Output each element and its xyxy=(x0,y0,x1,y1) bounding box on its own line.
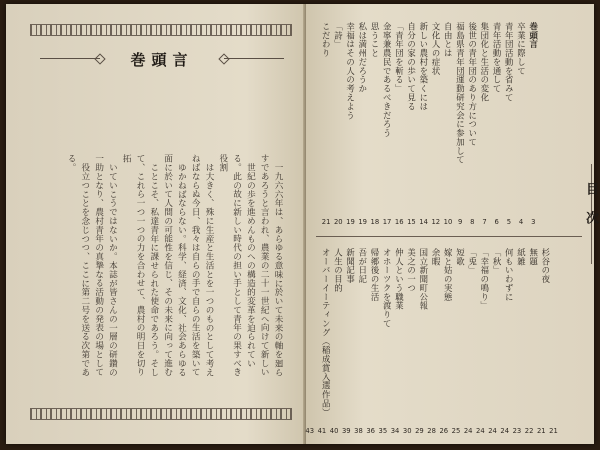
toc-entry: 仲人という職業 xyxy=(394,248,405,311)
toc-entry: 自分の家の歩いて見る xyxy=(406,22,417,111)
toc-page-number: 25 xyxy=(451,427,461,435)
foreword-body xyxy=(46,154,284,384)
toc-entry: 集団化と生活の変化 xyxy=(479,22,490,103)
toc-entry: オーバーイーティング（稲成賞入選作品） xyxy=(321,248,332,417)
toc-page-number: 30 xyxy=(402,427,412,435)
toc-entry: 「詩」 xyxy=(333,22,344,49)
toc-entry: オホーツクを渡りて xyxy=(382,248,393,329)
toc-page-number: 19 xyxy=(358,218,367,226)
toc-page-number: 40 xyxy=(329,427,339,435)
toc-entry: 文化人の症状 xyxy=(431,22,442,76)
toc-lower-block xyxy=(320,248,552,417)
toc-entry: 帰郷後の生活 xyxy=(370,248,381,302)
top-ornament-border xyxy=(30,24,292,36)
toc-entry: 後世の青年団のあり方について xyxy=(467,22,478,147)
toc-page-number: 21 xyxy=(536,427,546,435)
toc-entry: 杉谷の夜 xyxy=(540,248,551,284)
toc-upper-page-numbers xyxy=(320,218,539,230)
toc-page-number: 8 xyxy=(470,218,475,226)
foreword-paragraph: ゆかねばならない。科学、経済、文化、社会あらゆる面に於いて人間の可能性を信じ、その未来に向って進む xyxy=(162,154,187,377)
toc-page-number: 38 xyxy=(354,427,363,435)
toc-entry: 余暇 xyxy=(431,248,442,266)
toc-entry: 「秋」 xyxy=(492,248,503,275)
foreword-paragraph: ことこそ、私達青年に課せられた使命であろう。そして、これら一つ一つの力を合わせて、農村の明日を切り拓 xyxy=(121,154,159,377)
toc-entry: 青年活動を通して xyxy=(492,22,503,94)
toc-page-number: 21 xyxy=(321,218,331,226)
foreword-paragraph: は大きく、殊に生産と生活とを一つのものとして考えねばならぬ今日、我々は自らの手で自らの生活を築いて xyxy=(190,154,215,377)
toc-page-number: 24 xyxy=(500,427,510,435)
title-box xyxy=(40,46,284,72)
toc-page-number: 24 xyxy=(476,427,485,435)
toc-page-number: 20 xyxy=(333,218,343,226)
book-spread xyxy=(6,4,598,444)
toc-entry: 福島県青年団運動研究会に参加して xyxy=(455,22,466,165)
toc-page-number: 6 xyxy=(494,218,499,226)
toc-entry: 幸福はその人の考えよう xyxy=(345,22,356,120)
toc-page-number: 39 xyxy=(341,427,351,435)
title-ornament-left xyxy=(40,58,100,59)
toc-entry: 「青年団を斬る」 xyxy=(394,22,405,94)
toc-page-number: 43 xyxy=(305,427,315,435)
toc-entry: 美之の一つ xyxy=(406,248,417,293)
toc-page-number: 9 xyxy=(457,218,463,226)
toc-entry: 国立新聞町公報 xyxy=(418,248,429,311)
toc-lower-page-numbers xyxy=(304,427,560,439)
toc-page-number: 23 xyxy=(512,427,522,435)
toc-page-number: 24 xyxy=(463,427,473,435)
toc-page-number: 35 xyxy=(378,427,388,435)
toc-page-number: 36 xyxy=(366,427,375,435)
toc-page-number: 12 xyxy=(431,218,441,226)
foreword-paragraph: いていこうではないか。本誌が皆さんの一層の研鑽の一助となり、農村青年の真摯なる活動の発表の場として xyxy=(93,154,118,377)
toc-page-number: 34 xyxy=(390,427,400,435)
foreword-paragraph: 役立つことを念じつつ、ここに第二号を送る次第である。 xyxy=(66,154,90,377)
toc-entry: 新聞記事 xyxy=(345,248,356,284)
toc-page-number: 16 xyxy=(394,218,404,226)
foreword-paragraph: 一九六六年は、あらゆる意味に於いて未来の軸を廻らすであろうと言われ、農業の二十一世紀へ向けて新しい xyxy=(259,154,283,377)
title-ornament-right xyxy=(224,58,284,59)
foreword-title: 巻頭言 xyxy=(130,50,194,69)
foreword-paragraph: 世紀の歩を進めんものへの構造的変革を迫られている。此の故に新しい時代の担い手として青年の果すべき役割 xyxy=(217,154,256,377)
toc-page-number: 18 xyxy=(370,218,380,226)
toc-page-number: 5 xyxy=(506,218,512,226)
toc-entry: 自由とは xyxy=(443,22,454,58)
toc-entry: 思うこと xyxy=(370,22,381,58)
toc-page-number: 15 xyxy=(407,218,416,226)
toc-entry: 紙雑 xyxy=(516,248,527,266)
toc-upper-block xyxy=(320,22,540,165)
toc-entry: 巻頭言 xyxy=(528,22,539,49)
toc-page-number: 28 xyxy=(427,427,436,435)
toc-page-number: 22 xyxy=(524,427,534,435)
toc-entry: 「兎」 xyxy=(467,248,478,275)
toc-entry: 私は満州だろうか xyxy=(357,22,368,94)
toc-entry: 「幸福の鳴り」 xyxy=(479,248,490,311)
right-page xyxy=(305,4,598,444)
toc-entry: 何もいわずに xyxy=(504,248,515,302)
toc-page-number: 24 xyxy=(488,427,497,435)
toc-entry: 吾が日記 xyxy=(357,248,368,284)
toc-entry: 嫁と姑の実態 xyxy=(443,248,454,302)
toc-page-number: 21 xyxy=(549,427,558,435)
bottom-ornament-border xyxy=(30,408,292,420)
toc-entry: 金寧兼農民であるべきだろう xyxy=(382,22,393,138)
toc-page-number: 17 xyxy=(382,218,392,226)
toc-page-number: 7 xyxy=(482,218,487,226)
toc-page-number: 14 xyxy=(419,218,428,226)
toc-label: 目次 xyxy=(583,182,598,240)
toc-page-number: 41 xyxy=(317,427,327,435)
toc-page-number: 26 xyxy=(439,427,449,435)
toc-entry: 卒業に際して xyxy=(516,22,527,76)
toc-divider xyxy=(316,236,582,237)
toc-page-number: 4 xyxy=(518,218,524,226)
toc-entry: 短歌 xyxy=(455,248,466,266)
toc-page-number: 3 xyxy=(531,218,536,226)
toc-entry: 人生の目的 xyxy=(333,248,344,293)
toc-entry: 新しい農村を築くには xyxy=(418,22,429,111)
toc-page-number: 19 xyxy=(346,218,355,226)
toc-page-number: 29 xyxy=(415,427,424,435)
left-page xyxy=(6,4,306,444)
toc-entry: 青年団活動を省みて xyxy=(504,22,515,103)
toc-entry: 無題 xyxy=(528,248,539,266)
toc-page-number: 10 xyxy=(443,218,453,226)
toc-entry: こだわり xyxy=(321,22,332,58)
